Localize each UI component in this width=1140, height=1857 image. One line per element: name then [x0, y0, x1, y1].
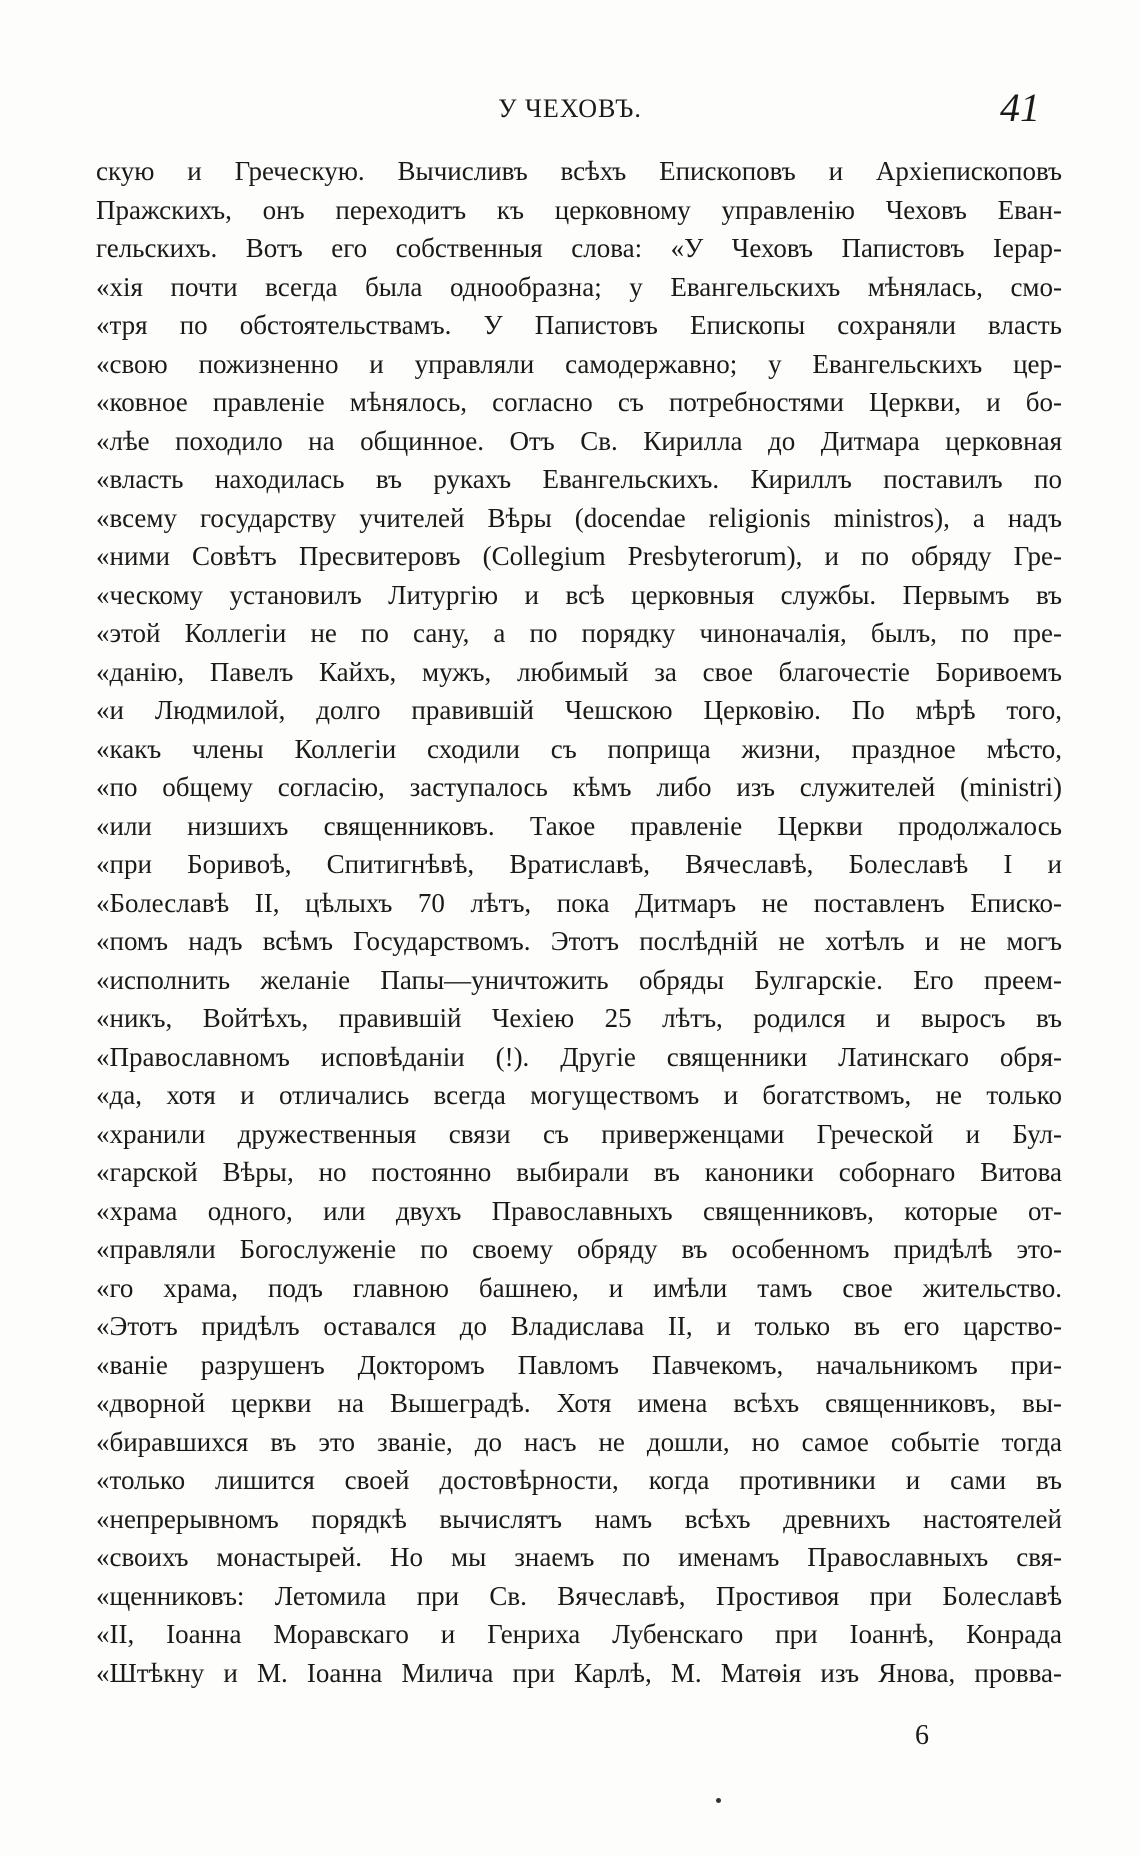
text-line: скую и Греческую. Вычисливъ всѣхъ Епископовъ и Архіепископовъ — [96, 156, 1062, 186]
text-line: «этой Коллегіи не по сану, а по порядку чиноначалія, былъ, по пре- — [96, 618, 1062, 648]
text-line: «помъ надъ всѣмъ Государствомъ. Этотъ послѣдній не хотѣлъ и не могъ — [96, 926, 1062, 956]
text-line: «Болеславѣ II, цѣлыхъ 70 лѣтъ, пока Дитмаръ не поставленъ Еписко- — [96, 887, 1062, 918]
text-line: «го храма, подъ главною башнею, и имѣли тамъ свое жительство. — [96, 1272, 1062, 1303]
text-line: «данію, Павелъ Кайхъ, мужъ, любимый за свое благочестіе Боривоемъ — [96, 656, 1062, 687]
text-line: «гарской Вѣры, но постоянно выбирали въ каноники соборнаго Витова — [96, 1157, 1062, 1187]
text-line: «да, хотя и отличались всегда могуществомъ и богатствомъ, не только — [96, 1080, 1062, 1110]
text-line: «всему государству учителей Вѣры (docendae religionis ministros), а надъ — [96, 502, 1062, 533]
text-line: «исполнить желаніе Папы—уничтожить обряды Булгарскіе. Его преем- — [96, 964, 1062, 995]
text-line: «храма одного, или двухъ Православныхъ священниковъ, которые от- — [96, 1195, 1062, 1226]
text-line: «хранили дружественныя связи съ приверженцами Греческой и Бул- — [96, 1118, 1062, 1149]
text-line: «непрерывномъ порядкѣ вычислятъ намъ всѣхъ древнихъ настоятелей — [96, 1503, 1062, 1534]
ink-speck — [716, 1798, 721, 1803]
text-line: «ваніе разрушенъ Докторомъ Павломъ Павчекомъ, начальникомъ при- — [96, 1349, 1062, 1380]
text-line: «какъ члены Коллегіи сходили съ поприща жизни, праздное мѣсто, — [96, 733, 1062, 764]
text-line: «Этотъ придѣлъ оставался до Владислава II, и только въ его царство- — [96, 1311, 1062, 1341]
text-line: гельскихъ. Вотъ его собственныя слова: «У Чеховъ Папистовъ Іерар- — [96, 233, 1062, 263]
text-line: «биравшихся въ это званіе, до насъ не дошли, но самое событіе тогда — [96, 1426, 1062, 1457]
text-line: «Православномъ исповѣданіи (!). Другіе священники Латинскаго обря- — [96, 1041, 1062, 1072]
running-title: У ЧЕХОВЪ. — [498, 94, 642, 123]
text-line: «и Людмилой, долго правившій Чешскою Церковію. По мѣрѣ того, — [96, 695, 1062, 725]
text-line: «только лишится своей достовѣрности, когда противники и сами въ — [96, 1465, 1062, 1495]
text-line: «II, Іоанна Моравскаго и Генриха Лубенскаго при Іоаннѣ, Конрада — [96, 1619, 1062, 1649]
text-line: «Штѣкну и М. Іоанна Милича при Карлѣ, М. Матѳія изъ Янова, провва- — [96, 1657, 1062, 1688]
text-line: Пражскихъ, онъ переходитъ къ церковному управленію Чеховъ Еван- — [96, 194, 1062, 225]
text-line: «власть находилась въ рукахъ Евангельскихъ. Кириллъ поставилъ по — [96, 464, 1062, 494]
text-line: «ними Совѣтъ Пресвитеровъ (Collegium Presbyterorum), и по обряду Гре- — [96, 541, 1062, 571]
body-text — [96, 152, 1062, 1692]
text-line: «дворной церкви на Вышеградѣ. Хотя имена всѣхъ священниковъ, вы- — [96, 1388, 1062, 1418]
text-line: «щенниковъ: Летомила при Св. Вячеславѣ, Простивоя при Болеславѣ — [96, 1580, 1062, 1611]
text-line: «свою пожизненно и управляли самодержавно; у Евангельскихъ цер- — [96, 348, 1062, 379]
text-line: «правляли Богослуженіе по своему обряду въ особенномъ придѣлѣ это- — [96, 1234, 1062, 1264]
text-line: «никъ, Войтѣхъ, правившій Чехіею 25 лѣтъ, родился и выросъ въ — [96, 1003, 1062, 1033]
page-number: 41 — [1000, 85, 1040, 130]
text-line: «своихъ монастырей. Но мы знаемъ по именамъ Православныхъ свя- — [96, 1542, 1062, 1572]
text-line: «ковное правленіе мѣнялось, согласно съ потребностями Церкви, и бо- — [96, 387, 1062, 417]
text-line: «при Боривоѣ, Спитигнѣвѣ, Вратиславѣ, Вячеславѣ, Болеславѣ I и — [96, 849, 1062, 879]
text-line: «хія почти всегда была однообразна; у Евангельскихъ мѣнялась, смо- — [96, 271, 1062, 302]
text-line: «тря по обстоятельствамъ. У Папистовъ Епископы сохраняли власть — [96, 310, 1062, 340]
text-line: «лѣе походило на общинное. Отъ Св. Кирилла до Дитмара церковная — [96, 425, 1062, 456]
text-line: «по общему согласію, заступалось кѣмъ либо изъ служителей (ministri) — [96, 772, 1062, 802]
running-header — [0, 85, 1140, 132]
text-line: «или низшихъ священниковъ. Такое правленіе Церкви продолжалось — [96, 810, 1062, 841]
signature-mark: 6 — [915, 1720, 929, 1751]
text-line: «ческому установилъ Литургію и всѣ церковныя службы. Первымъ въ — [96, 579, 1062, 610]
